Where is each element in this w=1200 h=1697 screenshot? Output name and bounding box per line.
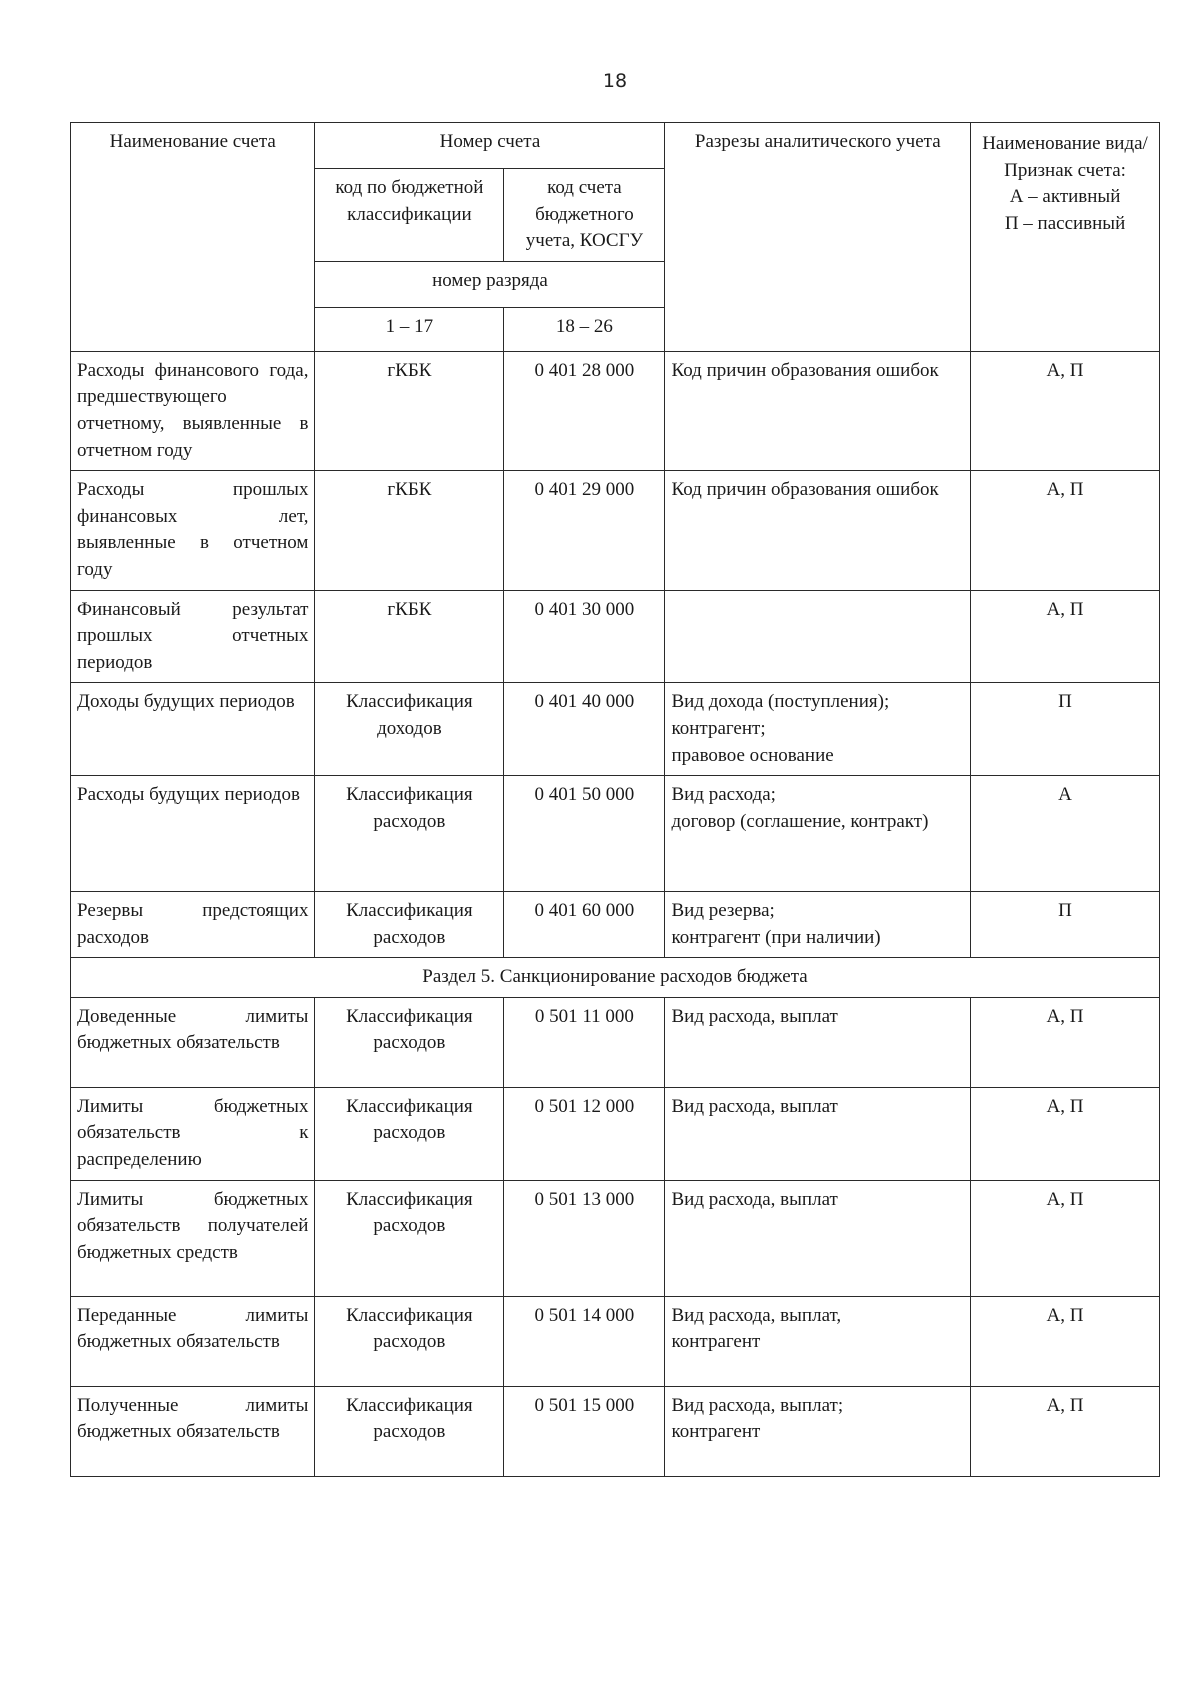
header-digit-number: номер разряда — [315, 261, 665, 307]
analytics-line: Код причин образования ошибок — [671, 359, 939, 381]
account-code-cell: 0 401 30 000 — [504, 590, 665, 683]
sign-cell: А, П — [971, 351, 1160, 470]
analytics-line: договор (соглашение, контракт) — [671, 810, 929, 832]
analytics-line: контрагент (при наличии) — [671, 926, 881, 948]
analytics-line: Вид расхода, выплат, — [671, 1304, 842, 1326]
account-code-cell: 0 501 14 000 — [504, 1296, 665, 1386]
kbk-cell: гКБК — [315, 590, 504, 683]
header-sign-line: А – активный — [1009, 186, 1121, 208]
sign-cell: А, П — [971, 997, 1160, 1087]
table-row — [71, 471, 1160, 590]
account-name-cell: Расходы прошлых финансовых лет, выявленные в отчетном году — [71, 471, 315, 590]
account-name-cell: Лимиты бюджетных обязательств к распределению — [71, 1087, 315, 1180]
rows-group-b — [71, 997, 1160, 1476]
account-code-cell: 0 501 13 000 — [504, 1180, 665, 1296]
account-name-cell: Резервы предстоящих расходов — [71, 892, 315, 958]
header-account-number: Номер счета — [315, 123, 665, 169]
account-name-cell: Полученные лимиты бюджетных обязательств — [71, 1386, 315, 1476]
analytics-line: Вид расхода, выплат — [671, 1188, 838, 1210]
analytics-line: Вид расхода, выплат; — [671, 1394, 844, 1416]
account-name-cell: Финансовый результат прошлых отчетных периодов — [71, 590, 315, 683]
account-code-cell: 0 401 60 000 — [504, 892, 665, 958]
header-range-2: 18 – 26 — [504, 307, 665, 351]
header-range-1: 1 – 17 — [315, 307, 504, 351]
analytics-cell — [665, 1087, 971, 1180]
table-row — [71, 351, 1160, 470]
analytics-line: контрагент — [671, 1331, 761, 1353]
kbk-cell: Классификация расходов — [315, 1296, 504, 1386]
table-row — [71, 776, 1160, 892]
analytics-cell — [665, 471, 971, 590]
analytics-line: Вид расхода, выплат — [671, 1005, 838, 1027]
analytics-line: контрагент; — [671, 717, 766, 739]
table-row — [71, 1180, 1160, 1296]
kbk-cell: Классификация расходов — [315, 892, 504, 958]
account-name-cell: Расходы финансового года, предшествующего отчетному, выявленные в отчетном году — [71, 351, 315, 470]
analytics-cell — [665, 776, 971, 892]
header-analytics: Разрезы аналитического учета — [665, 123, 971, 352]
analytics-cell — [665, 351, 971, 470]
analytics-line: Вид дохода (поступления); — [671, 691, 890, 713]
analytics-cell — [665, 590, 971, 683]
sign-cell: П — [971, 683, 1160, 776]
sign-cell: А — [971, 776, 1160, 892]
kbk-cell: Классификация расходов — [315, 1180, 504, 1296]
account-name-cell: Расходы будущих периодов — [71, 776, 315, 892]
header-sign-line: Наименование вида/Признак счета: — [982, 133, 1148, 181]
table-row — [71, 892, 1160, 958]
table-row — [71, 997, 1160, 1087]
analytics-cell — [665, 1386, 971, 1476]
rows-group-a — [71, 351, 1160, 958]
analytics-line: правовое основание — [671, 744, 834, 766]
account-name-cell: Доходы будущих периодов — [71, 683, 315, 776]
account-code-cell: 0 501 12 000 — [504, 1087, 665, 1180]
account-code-cell: 0 401 40 000 — [504, 683, 665, 776]
account-code-cell: 0 501 11 000 — [504, 997, 665, 1087]
kbk-cell: Классификация расходов — [315, 1087, 504, 1180]
table-row — [71, 1087, 1160, 1180]
page-number: 18 — [602, 70, 628, 92]
analytics-line: Код причин образования ошибок — [671, 479, 939, 501]
table-row — [71, 683, 1160, 776]
analytics-cell — [665, 1180, 971, 1296]
kbk-cell: Классификация расходов — [315, 997, 504, 1087]
header-account-name: Наименование счета — [71, 123, 315, 352]
analytics-line: контрагент — [671, 1421, 761, 1443]
kbk-cell: гКБК — [315, 471, 504, 590]
kbk-cell: Классификация расходов — [315, 1386, 504, 1476]
account-code-cell: 0 501 15 000 — [504, 1386, 665, 1476]
account-code-cell: 0 401 28 000 — [504, 351, 665, 470]
header-sign-line: П – пассивный — [1004, 212, 1126, 234]
analytics-cell — [665, 683, 971, 776]
sign-cell: А, П — [971, 590, 1160, 683]
analytics-cell — [665, 892, 971, 958]
header-account-code: код счета бюджетного учета, КОСГУ — [504, 169, 665, 262]
sign-cell: П — [971, 892, 1160, 958]
header-kbk: код по бюджетной классификации — [315, 169, 504, 262]
kbk-cell: Классификация доходов — [315, 683, 504, 776]
table-row — [71, 1386, 1160, 1476]
account-name-cell: Доведенные лимиты бюджетных обязательств — [71, 997, 315, 1087]
analytics-line: Вид расхода; — [671, 784, 776, 806]
sign-cell: А, П — [971, 1296, 1160, 1386]
account-code-cell: 0 401 50 000 — [504, 776, 665, 892]
account-name-cell: Лимиты бюджетных обязательств получателей бюджетных средств — [71, 1180, 315, 1296]
sign-cell: А, П — [971, 1087, 1160, 1180]
accounts-table — [70, 122, 1160, 1477]
analytics-cell — [665, 1296, 971, 1386]
account-code-cell: 0 401 29 000 — [504, 471, 665, 590]
sign-cell: А, П — [971, 471, 1160, 590]
analytics-line: Вид расхода, выплат — [671, 1095, 838, 1117]
section-title: Раздел 5. Санкционирование расходов бюджета — [71, 958, 1160, 998]
sign-cell: А, П — [971, 1180, 1160, 1296]
account-name-cell: Переданные лимиты бюджетных обязательств — [71, 1296, 315, 1386]
header-sign — [971, 123, 1160, 352]
analytics-cell — [665, 997, 971, 1087]
kbk-cell: Классификация расходов — [315, 776, 504, 892]
table-row — [71, 590, 1160, 683]
kbk-cell: гКБК — [315, 351, 504, 470]
analytics-line: Вид резерва; — [671, 900, 775, 922]
table-row — [71, 1296, 1160, 1386]
sign-cell: А, П — [971, 1386, 1160, 1476]
